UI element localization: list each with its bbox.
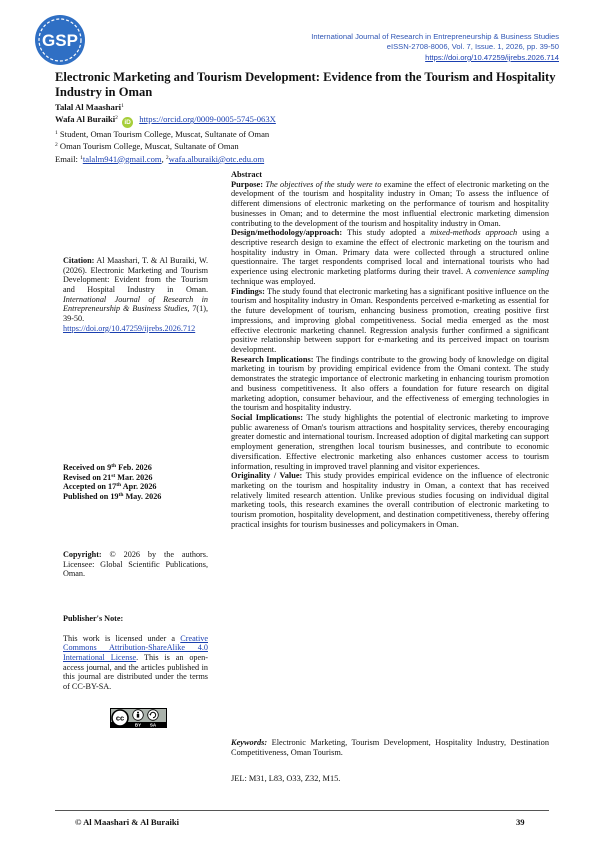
copyright-label: Copyright: [63, 550, 102, 559]
design-italic-2: convenience sampling [474, 267, 549, 277]
journal-issue: eISSN-2708-8006, Vol. 7, Issue. 1, 2026, pp. 39-50 [386, 42, 559, 52]
author-1-sup: 1 [121, 103, 124, 109]
abstract-findings [231, 287, 549, 355]
by-label: BY [134, 722, 142, 728]
design-italic-1: mixed-methods approach [430, 228, 518, 238]
purpose-text: examine the effect of electronic marketing on the development of the tourism and hospitality industry in Oman; To assess the influence of different dimensions of electronic marketing on the performance of tourism and hospitality businesses in Oman; and to determine the most influential electronic marketing dimension contributing to the development of the tourism and hospitality industry in Oman. [231, 179, 549, 228]
findings-label: Findings: [231, 286, 268, 296]
logo-text: GSP [42, 31, 78, 50]
copyright-block [63, 550, 208, 579]
author-2: Wafa Al Buraiki [55, 114, 116, 125]
social-text: The study highlights the potential of electronic marketing to improve public awareness of Oman's tourism attractions and hospitality services, thereby encouraging greater domestic and international tourism. Increased adoption of digital marketing can support employment generation, strengthen local tourism businesses, and contribute to economic diversification. Effective electronic marketing also enhances customer access to tourism information, resulting in improved travel planning and visitor experiences. [231, 412, 550, 471]
keywords-text: Electronic Marketing, Tourism Development, Hospitality Industry, Destination Competitiveness, Oman Tourism. [231, 738, 549, 757]
date-day: 19 [110, 492, 119, 502]
date-received [63, 463, 208, 473]
abstract-design [231, 228, 549, 286]
journal-name: International Journal of Research in Entrepreneurship & Business Studies [311, 32, 559, 41]
email-separator: , [161, 153, 166, 164]
abstract-social-implications [231, 413, 549, 471]
date-label: Published on [63, 492, 109, 502]
license-link[interactable]: Creative Commons Attribution-ShareAlike 4.0 International License [63, 633, 208, 663]
cc-by-sa-badge[interactable] [110, 708, 167, 728]
email-label: Email: [55, 153, 81, 164]
findings-text: The study found that electronic marketing has a significant positive influence on the tourism and hospitality industry in Oman. Respondents perceived e-marketing as essential for the future development of tourism, enhancing business promotion, creating positive first impressions, and improving global competitiveness. Social media emerged as the most effective electronic marketing channel. Regression analysis further confirmed a significant positive relationship between support for e-marketing and its perceived impact on tourism development. [231, 286, 549, 354]
publisher-note-block [63, 614, 208, 692]
cc-icon: cc [115, 713, 125, 723]
date-label: Accepted on [63, 482, 106, 492]
design-text-2: using a descriptive research design to examine the effect of electronic marketing on the tourism and hospitality industry in Oman. Primary data were collected through a structured online questionnaire. The target respondents comprised local and international tourists who had experience using electronic marketing platforms during their travel. A [231, 228, 549, 277]
abstract-purpose [231, 180, 549, 229]
copyright-text: © 2026 by the authors. Licensee: Global Scientific Publications, Oman. [63, 550, 208, 579]
research-text: The findings contribute to the growing body of knowledge on digital marketing in tourism by providing empirical evidence from the Omani context. The study demonstrates the strategic importance of electronic marketing in enhancing tourism promotion and business competitiveness. It also offers a foundation for future research on digital marketing adoption, consumer behaviour, and the effectiveness of emerging technologies in the tourism and hospitality industry. [231, 354, 549, 413]
keywords-label: Keywords: [231, 738, 268, 747]
affil-1-sup: 1 [55, 130, 58, 137]
design-text-1: This study adopted a [347, 228, 431, 238]
design-label: Design/methodology/approach: [231, 228, 348, 238]
page-number: 39 [516, 817, 525, 827]
citation-volume: 7(1), 39-50. [63, 304, 208, 324]
footer-authors: © Al Maashari & Al Buraiki [75, 817, 180, 827]
research-label: Research Implications: [231, 354, 316, 364]
abstract-originality [231, 471, 549, 529]
affiliation-2: Oman Tourism College, Muscat, Sultanate of Oman [59, 141, 239, 152]
jel-codes: JEL: M31, L83, O33, Z32, M15. [231, 774, 341, 783]
date-rest: Apr. 2026 [121, 482, 157, 492]
date-published [63, 492, 208, 502]
date-rest: Feb. 2026 [116, 463, 152, 472]
journal-header [199, 32, 559, 63]
affiliation-1: Student, Oman Tourism College, Muscat, Sultanate of Oman [59, 129, 270, 140]
purpose-label: Purpose: [231, 179, 266, 189]
citation-journal: International Journal of Research in Entrepreneurship & Business Studies, [63, 294, 208, 314]
date-rest: May. 2026 [123, 492, 162, 502]
author-2-sup: 2 [115, 115, 118, 122]
publisher-logo [32, 12, 88, 68]
date-day: 21 [103, 472, 112, 482]
sa-icon [148, 710, 159, 721]
email-2-sup: 2 [165, 154, 169, 161]
citation-doi-link[interactable]: https://doi.org/10.47259/ijrebs.2026.712 [63, 323, 196, 333]
author-block [55, 101, 455, 165]
keywords [231, 738, 549, 758]
abstract-heading: Abstract [231, 170, 263, 179]
abstract [231, 170, 549, 530]
originality-label: Originality / Value: [231, 471, 306, 481]
date-sup: th [116, 482, 122, 489]
date-sup: th [118, 492, 124, 499]
design-text-3: technique was employed. [231, 276, 316, 286]
orcid-link[interactable]: https://orcid.org/0009-0005-5745-063X [139, 114, 276, 125]
date-sup: st [111, 472, 116, 479]
by-icon [133, 710, 144, 721]
purpose-italic: The objectives of the study were to [265, 179, 382, 189]
affil-2-sup: 2 [55, 142, 58, 149]
citation-label: Citation: [63, 256, 95, 265]
author-1: Talal Al Maashari [55, 102, 122, 112]
journal-doi-link[interactable]: https://doi.org/10.47259/ijrebs.2026.714 [425, 52, 559, 62]
citation-text: Al Maashari, T. & Al Buraiki, W. (2026). Electronic Marketing and Tourism Development: Evident from the Tourism and Hospital Industry in Oman. [63, 256, 208, 295]
citation-block [63, 256, 208, 333]
date-label: Received on [63, 463, 106, 472]
publisher-note-text-1: This work is licensed under a [63, 633, 181, 643]
date-label: Revised on [63, 472, 101, 482]
orcid-icon[interactable]: iD [122, 117, 133, 128]
date-sup: th [111, 463, 117, 469]
email-1-sup: 1 [80, 154, 83, 161]
originality-text: This study provides empirical evidence on the influence of electronic marketing on the tourism and hospitality industry in Oman, a context that has received relatively limited research attention. Unlike previous studies focusing on individual digital marketing tools, this research examines the overall contribution of electronic marketing to tourism promotion, hospitality development, and destination competitiveness, thereby offering practical insights for tourism businesses and policymakers in Oman. [231, 471, 549, 529]
date-day: 17 [108, 482, 117, 492]
abstract-research-implications [231, 355, 549, 413]
publisher-note-text-2: . This is an open-access journal, and the articles published in this journal are distributed under the terms of CC-BY-SA. [63, 653, 208, 692]
dates-block [63, 463, 208, 502]
sa-label: SA [149, 722, 157, 728]
date-revised [63, 473, 208, 483]
email-2-link[interactable]: wafa.alburaiki@otc.edu.om [168, 153, 265, 164]
footer-rule [55, 810, 549, 811]
email-1-link[interactable]: talalm941@gmail.com [82, 153, 162, 164]
date-rest: Mar. 2026 [115, 472, 153, 482]
date-accepted [63, 482, 208, 492]
publisher-note-label: Publisher's Note: [63, 614, 124, 623]
date-day: 9 [107, 463, 112, 472]
social-label: Social Implications: [231, 412, 307, 422]
paper-title: Electronic Marketing and Tourism Development: Evidence from the Tourism and Hospitality Industry in Oman [55, 70, 556, 100]
